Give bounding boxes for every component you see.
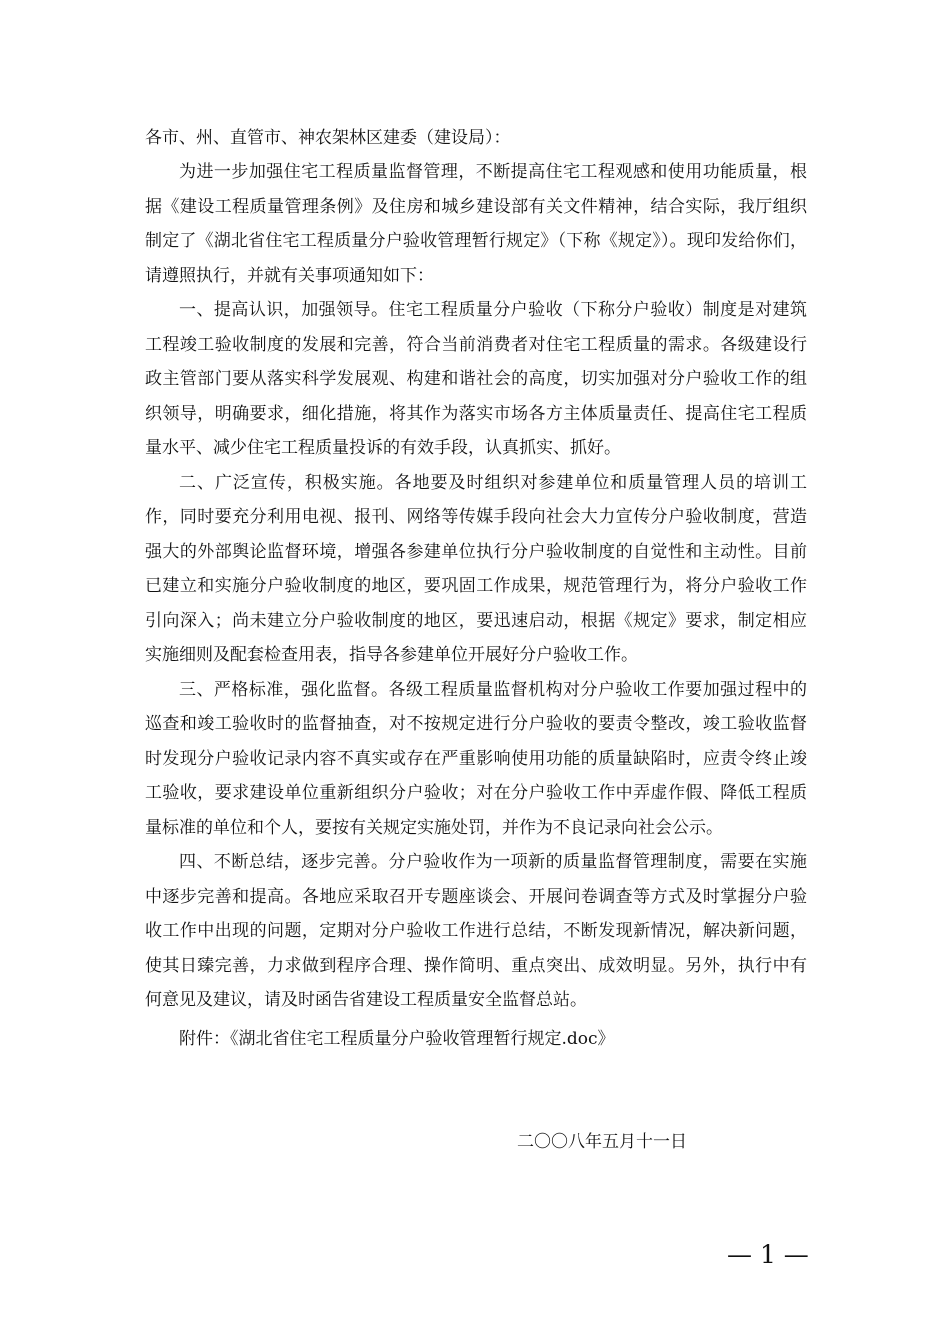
document-body bbox=[145, 155, 807, 1018]
paragraph-item-3: 三、严格标准，强化监督。各级工程质量监督机构对分户验收工作要加强过程中的巡查和竣工验收时的监督抽查，对不按规定进行分户验收的要责令整改，竣工验收监督时发现分户验收记录内容不真实或存在严重影响使用功能的质量缺陷时，应责令终止竣工验收，要求建设单位重新组织分户验收；对在分户验收工作中弄虚作假、降低工程质量标准的单位和个人，要按有关规定实施处罚，并作为不良记录向社会公示。 bbox=[145, 679, 807, 838]
page-number: — 1 — bbox=[727, 1240, 809, 1269]
paragraph-item-1: 一、提高认识，加强领导。住宅工程质量分户验收（下称分户验收）制度是对建筑工程竣工验收制度的发展和完善，符合当前消费者对住宅工程质量的需求。各级建设行政主管部门要从落实科学发展观、构建和谐社会的高度，切实加强对分户验收工作的组织领导，明确要求，细化措施，将其作为落实市场各方主体质量责任、提高住宅工程质量水平、减少住宅工程质量投诉的有效手段，认真抓实、抓好。 bbox=[145, 300, 807, 458]
issue-date: 二〇〇八年五月十一日 bbox=[517, 1132, 687, 1152]
paragraph-intro: 为进一步加强住宅工程质量监督管理，不断提高住宅工程观感和使用功能质量，根据《建设工程质量管理条例》及住房和城乡建设部有关文件精神，结合实际，我厅组织制定了《湖北省住宅工程质量分户验收管理暂行规定》（下称《规定》）。现印发给你们，请遵照执行，并就有关事项通知如下： bbox=[145, 162, 807, 286]
paragraph-item-4: 四、不断总结，逐步完善。分户验收作为一项新的质量监督管理制度，需要在实施中逐步完善和提高。各地应采取召开专题座谈会、开展问卷调查等方式及时掌握分户验收工作中出现的问题，定期对分户验收工作进行总结，不断发现新情况，解决新问题，使其日臻完善，力求做到程序合理、操作简明、重点突出、成效明显。另外，执行中有何意见及建议，请及时函告省建设工程质量安全监督总站。 bbox=[145, 852, 807, 1010]
paragraph-item-2: 二、广泛宣传，积极实施。各地要及时组织对参建单位和质量管理人员的培训工作，同时要充分利用电视、报刊、网络等传媒手段向社会大力宣传分户验收制度，营造强大的外部舆论监督环境，增强各参建单位执行分户验收制度的自觉性和主动性。目前已建立和实施分户验收制度的地区，要巩固工作成果，规范管理行为，将分户验收工作引向深入；尚未建立分户验收制度的地区，要迅速启动，根据《规定》要求，制定相应实施细则及配套检查用表，指导各参建单位开展好分户验收工作。 bbox=[145, 472, 807, 665]
salutation: 各市、州、直管市、神农架林区建委（建设局）： bbox=[145, 128, 511, 148]
attachment-link[interactable]: 附件：《湖北省住宅工程质量分户验收管理暂行规定.doc》 bbox=[179, 1029, 615, 1049]
